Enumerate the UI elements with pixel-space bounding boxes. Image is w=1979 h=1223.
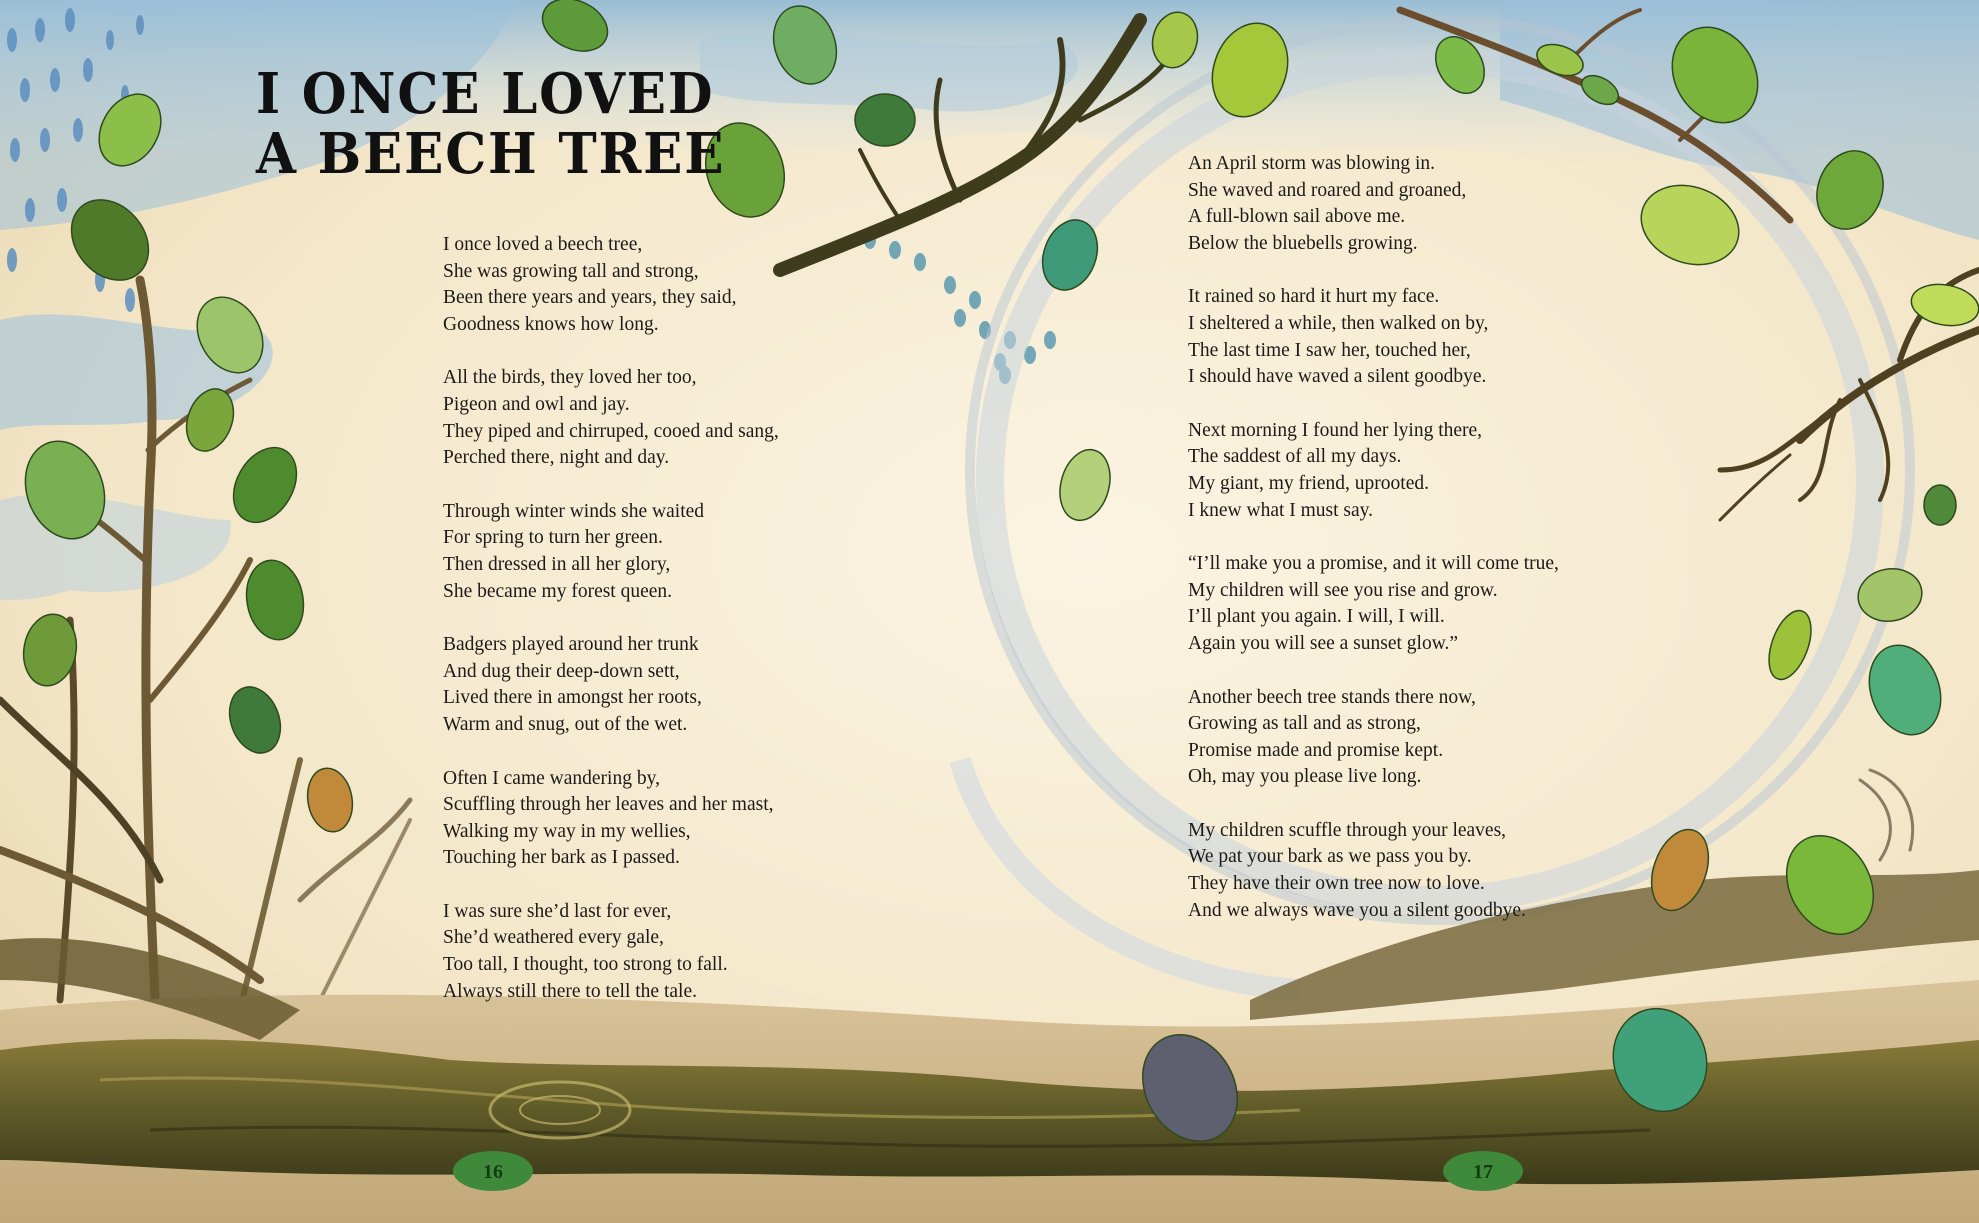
stanza	[1188, 685, 1559, 791]
poem-line: She became my forest queen.	[443, 580, 673, 602]
page-number-left: 16	[483, 1161, 503, 1183]
stanza	[443, 766, 779, 872]
stanza	[443, 365, 779, 471]
poem-line: Again you will see a sunset glow.”	[1188, 632, 1459, 654]
stanza	[1188, 551, 1559, 657]
poem-line: Lived there in amongst her roots,	[443, 687, 702, 709]
poem-line: Oh, may you please live long.	[1188, 766, 1422, 788]
poem-line: Goodness knows how long.	[443, 313, 659, 335]
stanza	[1188, 818, 1559, 924]
poem-line: Another beech tree stands there now,	[1188, 686, 1476, 708]
stanza	[1188, 284, 1559, 390]
poem-line: Walking my way in my wellies,	[443, 820, 691, 842]
stanza	[443, 499, 779, 605]
poem-line: Touching her bark as I passed.	[443, 847, 680, 869]
poem-line: Badgers played around her trunk	[443, 634, 699, 656]
poem-line: My giant, my friend, uprooted.	[1188, 472, 1429, 494]
poem-line: We pat your bark as we pass you by.	[1188, 846, 1472, 868]
page-number-right: 17	[1473, 1161, 1493, 1183]
poem-line: I should have waved a silent goodbye.	[1188, 366, 1487, 388]
poem-left-column	[443, 232, 779, 1032]
poem-line: Next morning I found her lying there,	[1188, 419, 1483, 441]
stanza	[1188, 151, 1559, 257]
poem-line: I knew what I must say.	[1188, 499, 1374, 521]
poem-line: She was growing tall and strong,	[443, 260, 699, 282]
poem-line: It rained so hard it hurt my face.	[1188, 286, 1440, 308]
poem-line: Pigeon and owl and jay.	[443, 393, 630, 415]
poem-line: The last time I saw her, touched her,	[1188, 339, 1471, 361]
poem-line: Promise made and promise kept.	[1188, 739, 1444, 761]
poem-line: I was sure she’d last for ever,	[443, 900, 672, 922]
poem-line: Been there years and years, they said,	[443, 287, 737, 309]
stanza	[443, 232, 779, 338]
poem-line: Scuffling through her leaves and her mast,	[443, 794, 774, 816]
poem-right-column	[1188, 151, 1559, 951]
poem-line: I sheltered a while, then walked on by,	[1188, 312, 1489, 334]
poem-title: I ONCE LOVED A BEECH TREE	[256, 61, 726, 187]
stanza	[443, 899, 779, 1005]
poem-line: All the birds, they loved her too,	[443, 367, 697, 389]
poem-line: I’ll plant you again. I will, I will.	[1188, 606, 1445, 628]
poem-line: Growing as tall and as strong,	[1188, 713, 1421, 735]
poem-line: My children scuffle through your leaves,	[1188, 819, 1507, 841]
poem-line: Perched there, night and day.	[443, 447, 670, 469]
poem-line: A full-blown sail above me.	[1188, 206, 1406, 228]
poem-line: Then dressed in all her glory,	[443, 553, 671, 575]
poem-line: They piped and chirruped, cooed and sang,	[443, 420, 779, 442]
poem-line: Always still there to tell the tale.	[443, 980, 697, 1002]
stanza	[443, 632, 779, 738]
poem-line: They have their own tree now to love.	[1188, 873, 1485, 895]
poem-line: Too tall, I thought, too strong to fall.	[443, 954, 728, 976]
stanza	[1188, 418, 1559, 524]
poem-line: And dug their deep-down sett,	[443, 660, 680, 682]
poem-line: Often I came wandering by,	[443, 767, 660, 789]
poem-line: And we always wave you a silent goodbye.	[1188, 899, 1526, 921]
poem-line: Through winter winds she waited	[443, 500, 705, 522]
poem-line: An April storm was blowing in.	[1188, 153, 1435, 174]
poem-line: My children will see you rise and grow.	[1188, 579, 1498, 601]
poem-line: She waved and roared and groaned,	[1188, 179, 1467, 201]
poem-line: I once loved a beech tree,	[443, 234, 643, 255]
poem-line: Below the bluebells growing.	[1188, 232, 1418, 254]
poem-line: For spring to turn her green.	[443, 527, 663, 549]
poem-line: She’d weathered every gale,	[443, 927, 664, 949]
poem-line: “I’ll make you a promise, and it will come true,	[1188, 553, 1559, 575]
poem-line: The saddest of all my days.	[1188, 446, 1402, 468]
poem-line: Warm and snug, out of the wet.	[443, 713, 688, 735]
